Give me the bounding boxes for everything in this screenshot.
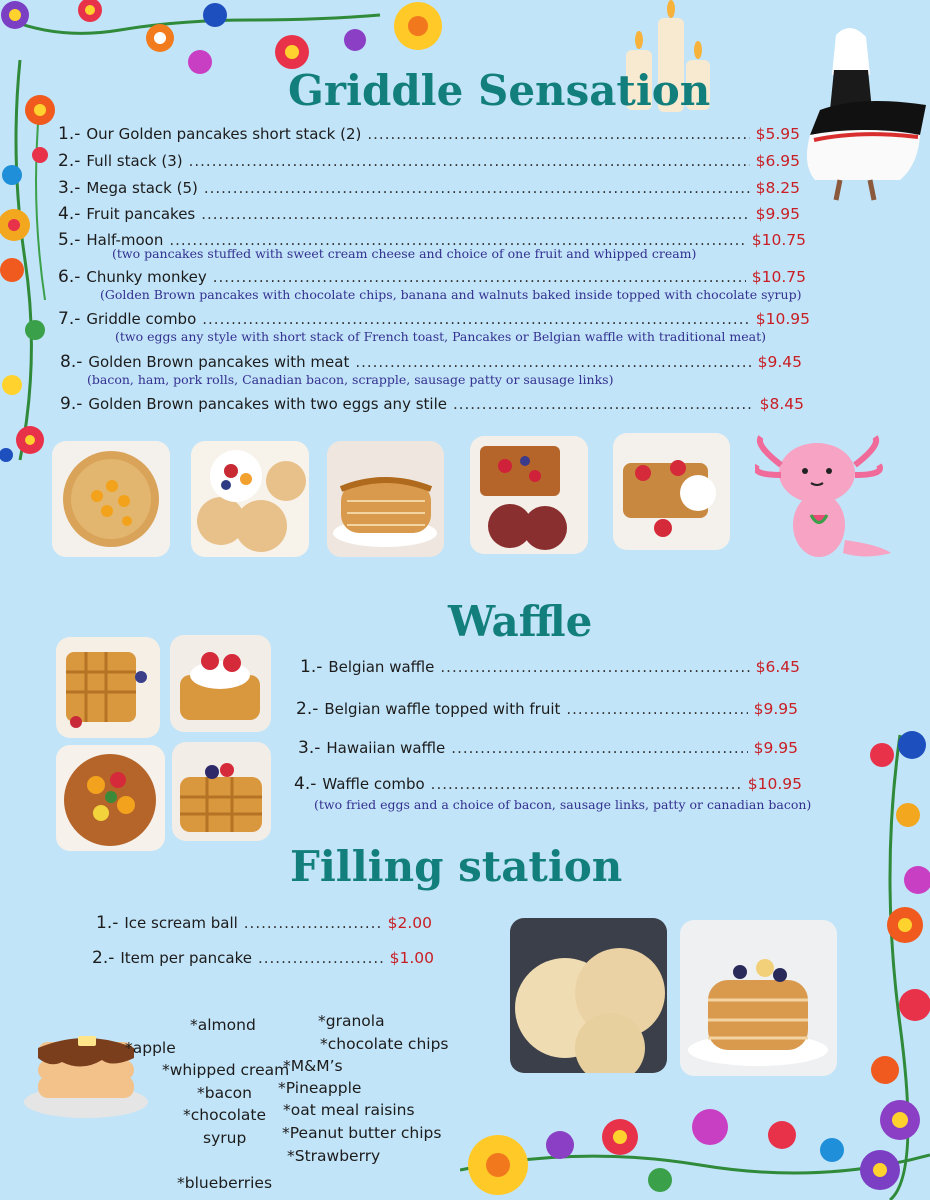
topping-item: *blueberries xyxy=(177,1174,273,1192)
item-price: $1.00 xyxy=(389,949,434,967)
item-name: Ice scream ball xyxy=(124,914,238,932)
item-name: Chunky monkey xyxy=(86,268,207,286)
leader-dots xyxy=(355,353,751,371)
leader-dots xyxy=(189,152,750,170)
dancer-illustration xyxy=(800,15,928,205)
item-name: Waffle combo xyxy=(322,775,425,793)
item-price: $9.95 xyxy=(755,205,800,223)
waffle-fruit-photo xyxy=(56,745,165,851)
item-name: Item per pancake xyxy=(120,949,252,967)
topping-item: *chocolate xyxy=(183,1106,267,1124)
fruit-pancake-photo xyxy=(52,441,170,557)
berry-pancakes-photo xyxy=(191,441,309,557)
topping-item: *Pineapple xyxy=(278,1079,362,1097)
item-number: 1.- xyxy=(58,124,81,144)
topping-item: *almond xyxy=(190,1016,256,1034)
leader-dots xyxy=(440,658,749,676)
item-number: 9.- xyxy=(60,394,83,414)
french-toast-berries-photo xyxy=(470,436,588,554)
item-description: (Golden Brown pancakes with chocolate chips, banana and walnuts baked inside topped with chocolate syrup) xyxy=(100,287,802,302)
waffle-berries-photo xyxy=(56,637,160,738)
item-number: 8.- xyxy=(60,352,83,372)
filling-section-title: Filling station xyxy=(290,842,623,891)
item-name: Belgian waffle topped with fruit xyxy=(324,700,561,718)
leader-dots xyxy=(204,179,750,197)
topping-item: *Peanut butter chips xyxy=(282,1124,442,1142)
leader-dots xyxy=(244,914,382,932)
leader-dots xyxy=(453,395,754,413)
item-number: 1.- xyxy=(300,657,323,677)
menu-item xyxy=(60,394,804,414)
menu-item xyxy=(58,151,800,171)
item-name: Half-moon xyxy=(86,231,164,249)
waffle-syrup-berries-photo xyxy=(172,742,271,841)
syrup-pancake-stack-photo xyxy=(327,441,444,557)
menu-item xyxy=(58,267,806,287)
leader-dots xyxy=(213,268,746,286)
item-description: (two pancakes stuffed with sweet cream cheese and choice of one fruit and whipped cream) xyxy=(112,246,697,261)
topping-item: syrup xyxy=(203,1129,247,1147)
leader-dots xyxy=(202,310,749,328)
menu-item xyxy=(96,913,432,933)
item-name: Our Golden pancakes short stack (2) xyxy=(86,125,362,143)
topping-item: *M&M’s xyxy=(283,1057,343,1075)
menu-item xyxy=(60,352,802,372)
item-number: 2.- xyxy=(92,948,115,968)
item-price: $6.95 xyxy=(755,152,800,170)
item-name: Griddle combo xyxy=(86,310,197,328)
item-price: $10.75 xyxy=(751,268,806,286)
item-price: $9.45 xyxy=(757,353,802,371)
item-number: 5.- xyxy=(58,230,81,250)
item-name: Golden Brown pancakes with two eggs any stile xyxy=(88,395,447,413)
item-number: 2.- xyxy=(58,151,81,171)
item-price: $10.95 xyxy=(755,310,810,328)
item-price: $8.45 xyxy=(759,395,804,413)
item-number: 2.- xyxy=(296,699,319,719)
item-name: Belgian waffle xyxy=(328,658,435,676)
item-price: $8.25 xyxy=(755,179,800,197)
item-number: 3.- xyxy=(58,178,81,198)
item-price: $6.45 xyxy=(755,658,800,676)
item-number: 7.- xyxy=(58,309,81,329)
item-name: Full stack (3) xyxy=(86,152,183,170)
item-description: (two eggs any style with short stack of French toast, Pancakes or Belgian waffle with traditional meat) xyxy=(115,329,766,344)
menu-item xyxy=(296,699,798,719)
item-number: 1.- xyxy=(96,913,119,933)
item-price: $10.95 xyxy=(747,775,802,793)
topping-item: *Strawberry xyxy=(287,1147,381,1165)
leader-dots xyxy=(201,205,749,223)
item-price: $9.95 xyxy=(753,700,798,718)
leader-dots xyxy=(258,949,384,967)
topping-item: *granola xyxy=(318,1012,385,1030)
axolotl-illustration xyxy=(755,435,895,565)
topping-item: *bacon xyxy=(197,1084,252,1102)
item-price: $2.00 xyxy=(387,914,432,932)
item-price: $5.95 xyxy=(755,125,800,143)
menu-item xyxy=(58,178,800,198)
menu-item xyxy=(58,309,810,329)
leader-dots xyxy=(367,125,749,143)
item-price: $10.75 xyxy=(751,231,806,249)
waffle-strawberry-cream-photo xyxy=(170,635,271,732)
item-name: Golden Brown pancakes with meat xyxy=(88,353,350,371)
item-number: 6.- xyxy=(58,267,81,287)
leader-dots xyxy=(566,700,747,718)
item-number: 3.- xyxy=(298,738,321,758)
topping-item: *apple xyxy=(125,1039,176,1057)
item-name: Mega stack (5) xyxy=(86,179,198,197)
item-price: $9.95 xyxy=(753,739,798,757)
topping-item: *chocolate chips xyxy=(320,1035,449,1053)
menu-item xyxy=(92,948,434,968)
menu-item xyxy=(58,204,800,224)
griddle-section-title: Griddle Sensation xyxy=(288,66,711,115)
item-name: Hawaiian waffle xyxy=(326,739,446,757)
french-toast-cream-photo xyxy=(613,433,730,550)
topping-item: *oat meal raisins xyxy=(283,1101,415,1119)
topping-item: *whipped cream xyxy=(162,1061,290,1079)
waffle-section-title: Waffle xyxy=(448,597,593,646)
item-description: (two fried eggs and a choice of bacon, sausage links, patty or canadian bacon) xyxy=(314,797,812,812)
menu-item xyxy=(58,124,800,144)
item-name: Fruit pancakes xyxy=(86,205,196,223)
item-description: (bacon, ham, pork rolls, Canadian bacon, scrapple, sausage patty or sausage links) xyxy=(87,372,614,387)
floral-decoration-bottom-right xyxy=(460,725,930,1200)
menu-item xyxy=(300,657,800,677)
item-number: 4.- xyxy=(294,774,317,794)
item-number: 4.- xyxy=(58,204,81,224)
